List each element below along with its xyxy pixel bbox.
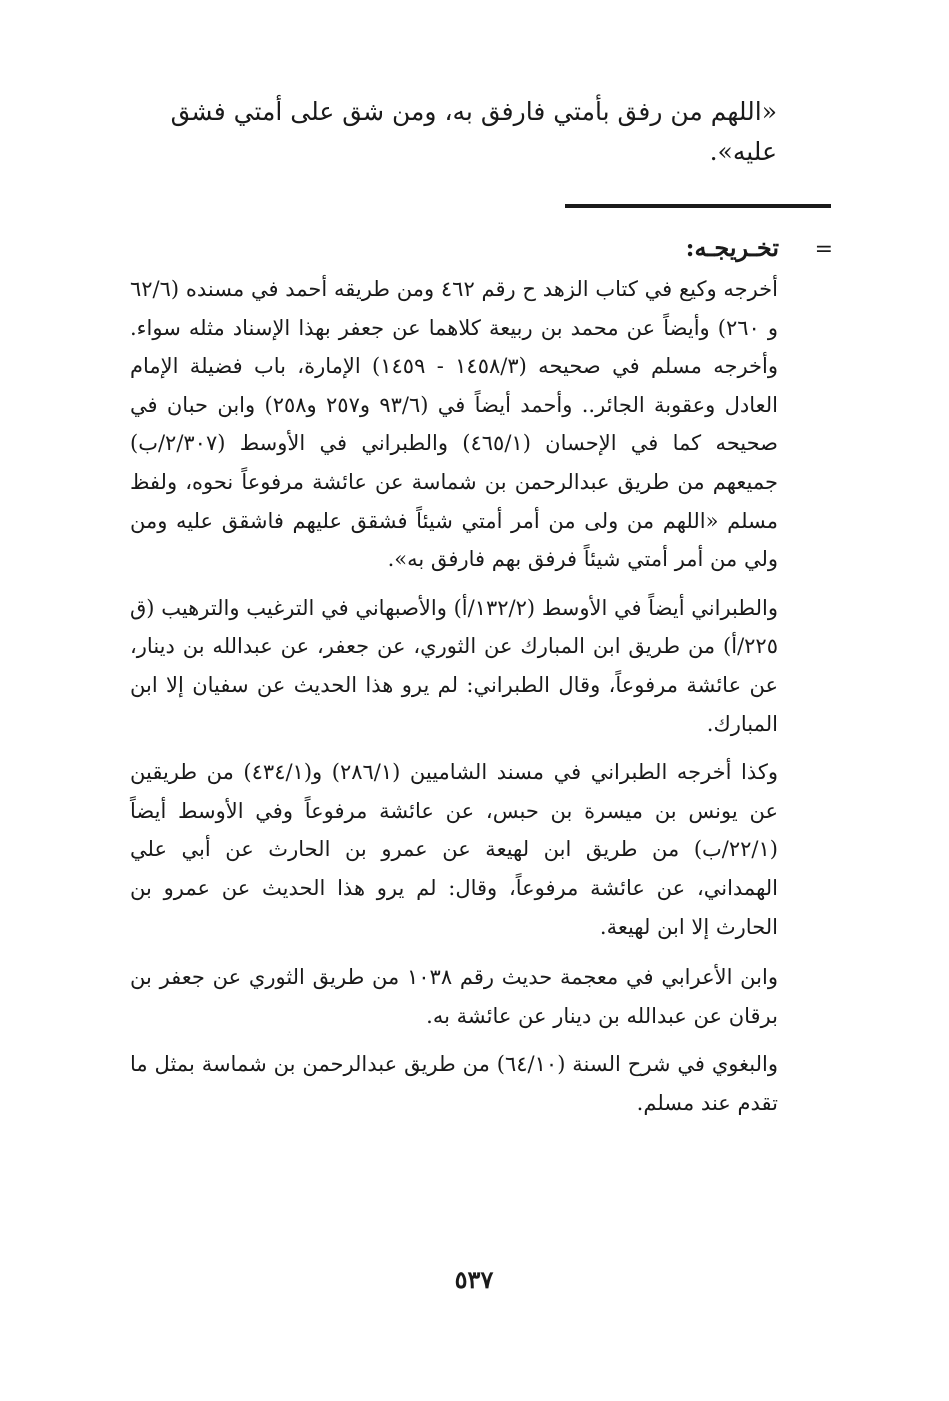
equals-marker: = (814, 237, 833, 262)
takhrij-heading: تخـريجـه: (685, 233, 779, 262)
takhrij-heading-row (565, 232, 833, 268)
paragraph-ibn-al-arabi: وابن الأعرابي في معجمة حديث رقم ١٠٣٨ من طريق الثوري عن جعفر بن برقان عن عبدالله بن دينار عن عائشة به. (130, 965, 778, 1028)
paragraph-baghawi: والبغوي في شرح السنة (٦٤/١٠) من طريق عبدالرحمن بن شماسة بمثل ما تقدم عند مسلم. (130, 1052, 778, 1115)
hadith-quote: «اللهم من رفق بأمتي فارفق به، ومن شق على أمتي فشق عليه». (170, 97, 777, 166)
paragraph-muslim-ahmad: أخرجه وكيع في كتاب الزهد ح رقم ٤٦٢ ومن طريقه أحمد في مسنده (٦٢/٦ و ٢٦٠) وأيضاً عن محمد بن ربيعة كلاهما عن جعفر بهذا الإسناد مثله سواء. وأخرجه مسلم في صحيحه (١٤٥٨/٣ - ١٤٥٩) الإمارة، باب فضيلة الإمام العادل وعقوبة الجائر.. وأحمد أيضاً في (٩٣/٦ و٢٥٧ و٢٥٨) وابن حبان في صحيحه كما في الإحسان (٤٦٥/١) والطبراني في الأوسط (٢/٣٠٧/ب) جميعهم من طريق عبدالرحمن بن شماسة عن عائشة مرفوعاً نحوه، ولفظ مسلم «اللهم من ولى من أمر أمتي شيئاً فشقق عليهم فاشقق عليه ومن ولي من أمر أمتي شيئاً فرفق بهم فارفق به». (130, 277, 778, 572)
page-number: ٥٣٧ (454, 1265, 494, 1294)
takhrij-body (130, 270, 778, 1122)
footnote-divider (565, 204, 831, 208)
paragraph-tabarani-shamiyyin: وكذا أخرجه الطبراني في مسند الشاميين (٢٨٦/١) و(٤٣٤/١) من طريقين عن يونس بن ميسرة بن حبس، عن عائشة مرفوعاً وفي الأوسط أيضاً (٢٢/١/ب) من طريق ابن لهيعة عن عمرو بن الحارث عن أبي علي الهمداني، عن عائشة مرفوعاً، وقال: لم يرو هذا الحديث عن عمرو بن الحارث إلا ابن لهيعة. (130, 760, 779, 939)
paragraph-tabarani-awsat: والطبراني أيضاً في الأوسط (١٣٢/٢/أ) والأصبهاني في الترغيب والترهيب (ق ٢٢٥/أ) من طريق ابن المبارك عن الثوري، عن جعفر، عن عبدالله بن دينار، عن عائشة مرفوعاً، وقال الطبراني: لم يرو هذا الحديث عن سفيان إلا ابن المبارك. (130, 595, 778, 736)
